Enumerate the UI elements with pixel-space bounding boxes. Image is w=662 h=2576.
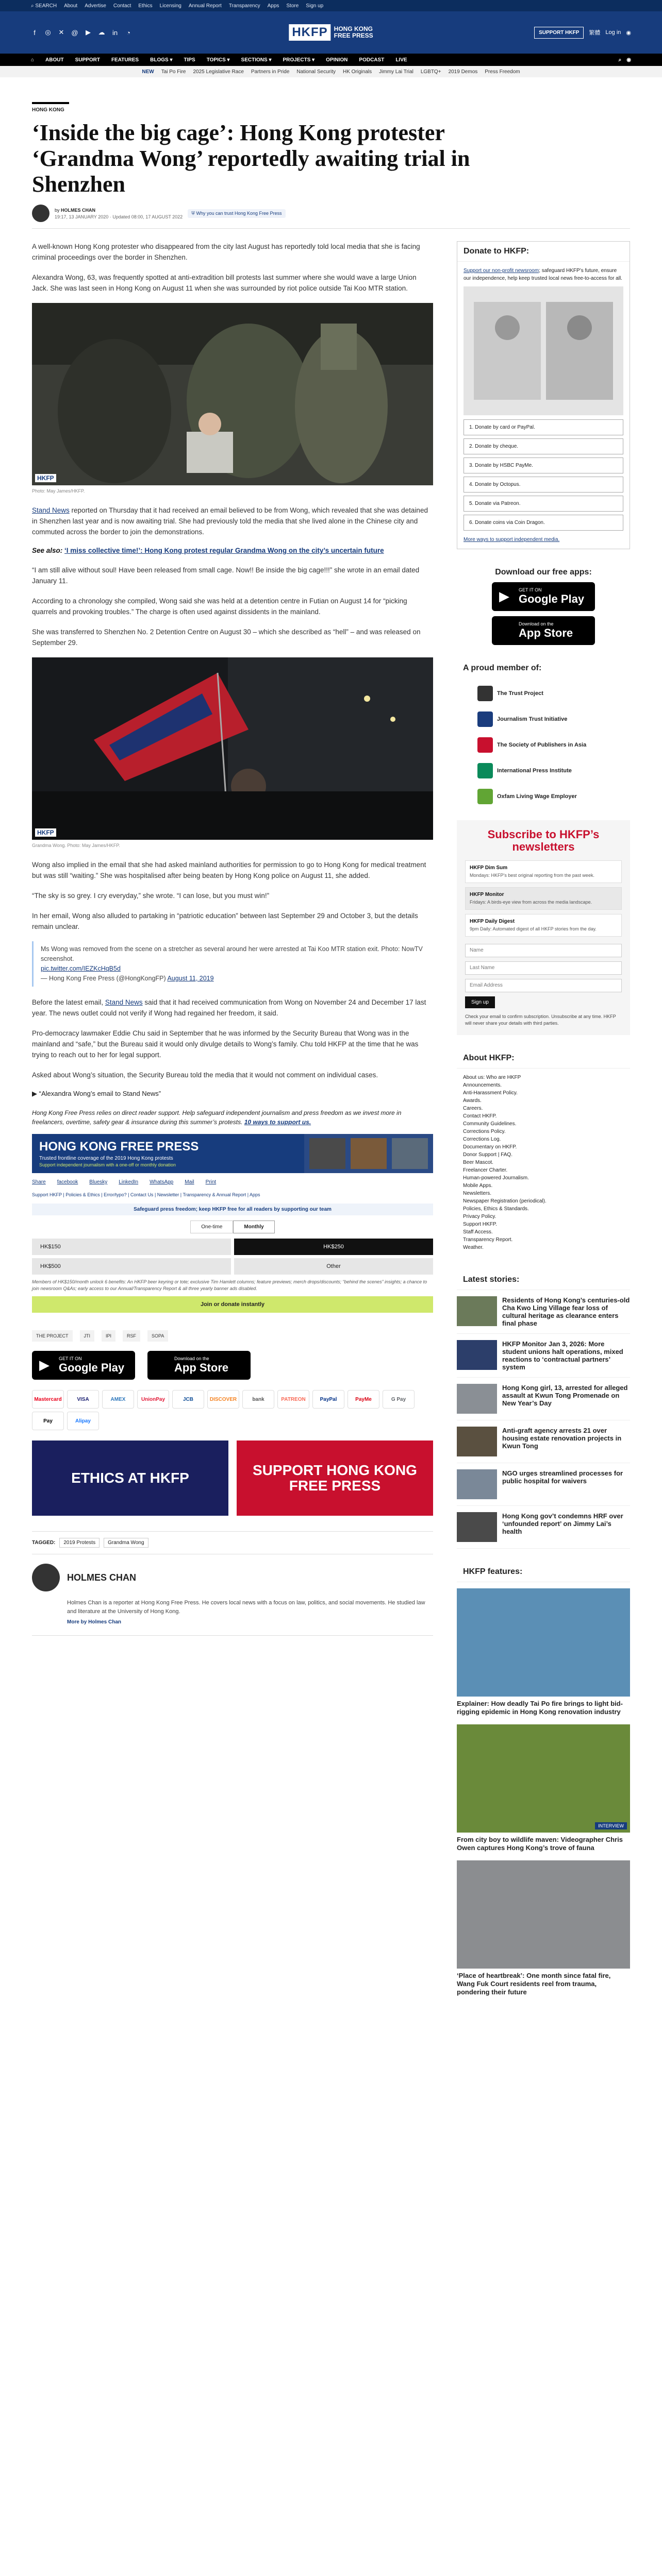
facebook-icon[interactable]: f	[34, 28, 36, 37]
instagram-icon[interactable]: ◎	[45, 28, 51, 36]
author-box	[32, 1564, 433, 1636]
search-icon: ⌕	[31, 3, 34, 9]
more-ways-link[interactable]: More ways to support independent media.	[464, 537, 560, 543]
about-link[interactable]: Contact HKFP.	[463, 1113, 497, 1119]
payment-logo: Alipay	[67, 1412, 99, 1430]
photo-illustration	[32, 303, 433, 485]
paragraph: Wong also implied in the email that she had asked mainland authorities for permission to go to Hong Kong for medical treatment but was still “waiting.” She was hospitalised after being beaten by Hong Kong police on August 11, she added.	[32, 861, 426, 879]
banner-title: HONG KONG FREE PRESS	[39, 1140, 199, 1154]
payment-logo: Mastercard	[32, 1390, 64, 1409]
main-nav	[0, 54, 662, 66]
author-avatar[interactable]	[32, 205, 49, 222]
feature-image[interactable]	[457, 1724, 630, 1833]
about-link[interactable]: Community Guidelines.	[463, 1121, 517, 1127]
topbar-link[interactable]: Advertise	[85, 3, 106, 9]
donate-option[interactable]: 6. Donate coins via Coin Dragon.	[464, 515, 623, 531]
threads-icon[interactable]: @	[71, 28, 78, 37]
payment-logo: PATREON	[277, 1390, 309, 1409]
payment-logo: AMEX	[102, 1390, 134, 1409]
nav-item[interactable]: OPINION	[326, 57, 348, 63]
search-link[interactable]: ⌕ SEARCH	[31, 3, 57, 9]
nav-home-icon[interactable]: ⌂	[31, 57, 35, 63]
tweet-pic-link[interactable]: pic.twitter.com/IEZKcHqB5d	[41, 965, 121, 972]
tags-label: TAGGED:	[32, 1540, 56, 1546]
topbar-link[interactable]: Sign up	[306, 3, 324, 9]
section-rule	[32, 102, 69, 104]
membership-logo[interactable]: Journalism Trust Initiative	[477, 709, 624, 730]
membership-logo[interactable]: International Press Institute	[477, 760, 624, 781]
about-link[interactable]: Support HKFP.	[463, 1222, 497, 1227]
trending-item[interactable]: Press Freedom	[485, 69, 520, 75]
promo-banners	[32, 1440, 433, 1516]
nav-item[interactable]: PROJECTS ▾	[283, 57, 315, 63]
apps-widget	[457, 563, 630, 645]
trending-item[interactable]: 2019 Demos	[448, 69, 478, 75]
email-disclosure-toggle[interactable]: ▶ “Alexandra Wong’s email to Stand News”	[32, 1090, 161, 1097]
newsletter-widget	[457, 820, 630, 1035]
share-facebook[interactable]: facebook	[57, 1179, 78, 1185]
about-link[interactable]: Newspaper Registration (periodical).	[463, 1198, 547, 1204]
partner-logo[interactable]: THE PROJECT	[32, 1330, 73, 1342]
bluesky-icon[interactable]: ☁	[98, 28, 105, 36]
google-play-button[interactable]: ▶ GET IT ON Google Play	[32, 1351, 135, 1380]
latest-story[interactable]: Residents of Hong Kong’s centuries-old Cha Kwo Ling Village fear loss of cultural heritage as clearance enters final phase	[457, 1296, 630, 1334]
paragraph: Pro-democracy lawmaker Eddie Chu said in September that he was informed by the Security Bureau that Wong was in the mainland and “safe,” but the Bureau said it would only divulge details to Wong’s family. Chu told HKFP at the time that he was trying to reach out to her for legal support.	[32, 1029, 419, 1059]
amount-other[interactable]: Other	[234, 1258, 433, 1275]
topbar-link[interactable]: Contact	[113, 3, 131, 9]
google-play-button[interactable]: ▶ GET IT ON Google Play	[492, 582, 595, 611]
membership-note: Members of HK$150/month unlock 6 benefits: An HKFP beer keyring or tote; exclusive Tim Hamlett columns; feature previews; merch drops/discounts; “behind the scenes” insights; a chance to join newsroom Q&As; early access to our Annual/Transparency Report & all three yearly banner ads disabled.	[32, 1279, 427, 1291]
app-store-button[interactable]: Download on the App Store	[492, 616, 595, 645]
payment-logo: VISA	[67, 1390, 99, 1409]
topbar-link[interactable]: Ethics	[138, 3, 153, 9]
about-link[interactable]: Human-powered Journalism.	[463, 1175, 529, 1181]
amount-option[interactable]: HK$150	[32, 1239, 231, 1255]
photo-caption: Grandma Wong. Photo: May James/HKFP.	[32, 843, 120, 848]
share-linkedin[interactable]: LinkedIn	[119, 1179, 139, 1185]
nav-item[interactable]: TOPICS ▾	[206, 57, 230, 63]
about-link[interactable]: Corrections Log.	[463, 1137, 501, 1142]
nav-item[interactable]: PODCAST	[359, 57, 385, 63]
sidebar	[457, 241, 630, 2010]
share-mail[interactable]: Mail	[185, 1179, 194, 1185]
latest-story[interactable]: HKFP Monitor Jan 3, 2026: More student unions halt operations, mixed reactions to ‘contractual partners’ system	[457, 1340, 630, 1378]
partner-logo[interactable]: SOPA	[147, 1330, 168, 1342]
trending-item[interactable]: Jimmy Lai Trial	[379, 69, 413, 75]
more-by-author-link[interactable]: More by Holmes Chan	[67, 1619, 122, 1625]
stand-news-link[interactable]: Stand News	[32, 506, 70, 514]
flag-photo-illustration	[32, 657, 433, 840]
about-link[interactable]: Newsletters.	[463, 1191, 492, 1196]
embedded-tweet	[32, 941, 433, 987]
payment-logo: G Pay	[383, 1390, 415, 1409]
paragraph: A well-known Hong Kong protester who disappeared from the city last August has reportedly told local media that she is facing criminal proceedings over the border in Shenzhen.	[32, 243, 420, 261]
nav-search-icon[interactable]: ⌕	[618, 57, 622, 63]
article-footer-links[interactable]: Support HKFP | Policies & Ethics | Error/typo? | Contact Us | Newsletter | Transparency & Annual Report | Apps	[32, 1192, 260, 1197]
apps-widget-title: Download our free apps:	[495, 568, 592, 577]
login-link[interactable]: Log in	[605, 29, 621, 36]
topbar-link[interactable]: Transparency	[228, 3, 260, 9]
author-box-name[interactable]: HOLMES CHAN	[67, 1572, 136, 1583]
share-bar	[32, 1179, 433, 1185]
nav-item[interactable]: FEATURES	[111, 57, 139, 63]
membership-logo[interactable]: Oxfam Living Wage Employer	[477, 786, 624, 807]
feature-image[interactable]	[457, 1860, 630, 1969]
tag-pill[interactable]: Grandma Wong	[104, 1538, 148, 1548]
payment-logo: bank	[242, 1390, 274, 1409]
join-donate-button[interactable]: Join or donate instantly	[32, 1296, 433, 1313]
about-list	[457, 1069, 630, 1257]
features-widget	[457, 1562, 630, 1996]
x-icon[interactable]: ✕	[58, 28, 64, 36]
latest-story[interactable]: NGO urges streamlined processes for public hospital for waivers	[457, 1469, 630, 1506]
tags-row	[32, 1531, 433, 1554]
about-link[interactable]: Documentary on HKFP.	[463, 1144, 517, 1150]
donate-widget-title: Donate to HKFP:	[457, 242, 630, 262]
author-avatar-large[interactable]	[32, 1564, 60, 1591]
donate-option[interactable]: 3. Donate by HSBC PayMe.	[464, 457, 623, 473]
ethics-promo[interactable]: ETHICS AT HKFP	[32, 1440, 228, 1516]
partner-logo[interactable]: IPI	[102, 1330, 115, 1342]
article-body	[32, 241, 433, 2010]
about-widget	[457, 1048, 630, 1257]
trending-item[interactable]: Tai Po Fire	[161, 69, 186, 75]
latest-title: Latest stories:	[457, 1270, 630, 1290]
topbar-link[interactable]: About	[64, 3, 78, 9]
trending-item[interactable]: 2025 Legislative Race	[193, 69, 244, 75]
app-store-button[interactable]: Download on the App Store	[147, 1351, 251, 1380]
trending-item[interactable]: HK Originals	[342, 69, 372, 75]
membership-logo[interactable]: The Society of Publishers in Asia	[477, 735, 624, 755]
donate-option[interactable]: 1. Donate by card or PayPal.	[464, 419, 623, 435]
support-us-link[interactable]: 10 ways to support us.	[244, 1118, 311, 1126]
payment-logo: JCB	[172, 1390, 204, 1409]
paragraph: She was transferred to Shenzhen No. 2 Detention Centre on August 30 – which she described as “hell” – and was released on September 29.	[32, 628, 421, 647]
partner-logo[interactable]: RSF	[123, 1330, 140, 1342]
share-whatsapp[interactable]: WhatsApp	[150, 1179, 174, 1185]
email-input[interactable]: Email Address	[465, 979, 622, 992]
nav-account-icon[interactable]: ◉	[626, 57, 631, 63]
banner-collage	[304, 1134, 433, 1173]
by-label: by	[55, 207, 60, 213]
payment-logo: PayPal	[312, 1390, 344, 1409]
google-play-icon: ▶	[39, 1357, 49, 1372]
trending-item[interactable]: Partners in Pride	[251, 69, 290, 75]
partner-logo[interactable]: JTI	[80, 1330, 95, 1342]
donate-photo	[464, 286, 623, 415]
shield-icon: ⛨	[191, 210, 195, 216]
trending-item[interactable]: LGBTQ+	[420, 69, 441, 75]
about-link[interactable]: Staff Access.	[463, 1229, 493, 1235]
stand-news-link[interactable]: Stand News	[105, 998, 143, 1006]
latest-story[interactable]: Hong Kong girl, 13, arrested for alleged assault at Kwun Tong Promenade on New Year’s Day	[457, 1384, 630, 1420]
support-button[interactable]: SUPPORT HKFP	[534, 27, 584, 39]
support-promo[interactable]: SUPPORT HONG KONG FREE PRESS	[237, 1440, 433, 1516]
trending-bar	[0, 66, 662, 77]
author-bio: Holmes Chan is a reporter at Hong Kong Free Press. He covers local news with a focus on law, politics, and social movements. He studied law and literature at the University of Hong Kong.	[67, 1600, 425, 1615]
donate-option[interactable]: 2. Donate by cheque.	[464, 438, 623, 454]
banner-subtitle-2: Support independent journalism with a one-off or monthly donation	[39, 1162, 176, 1167]
amount-option-selected[interactable]: HK$250	[234, 1239, 433, 1255]
banner-subtitle: Trusted frontline coverage of the 2019 Hong Kong protests	[39, 1156, 173, 1161]
paragraph: According to a chronology she compiled, Wong said she was held at a detention centre in Futian on August 14 for “picking quarrels and provoking troubles.” The charge is often used against dissidents in the mainland.	[32, 597, 407, 616]
interview-badge: INTERVIEW	[595, 1822, 627, 1829]
share-print[interactable]: Print	[205, 1179, 217, 1185]
features-title: HKFP features:	[457, 1562, 630, 1582]
safeguard-banner[interactable]: Safeguard press freedom; keep HKFP free for all readers by supporting our team	[32, 1204, 433, 1215]
newsletter-option[interactable]: HKFP Dim Sum Mondays: HKFP’s best original reporting from the past week.	[465, 860, 622, 883]
nav-item[interactable]: LIVE	[395, 57, 407, 63]
language-link[interactable]: 繁體	[589, 30, 601, 36]
newsletter-option[interactable]: HKFP Daily Digest 9pm Daily: Automated digest of all HKFP stories from the day.	[465, 914, 622, 937]
payment-logo: UnionPay	[137, 1390, 169, 1409]
tab-one-time[interactable]: One-time	[190, 1221, 233, 1233]
topbar-link[interactable]: Licensing	[159, 3, 181, 9]
topbar-link[interactable]: Store	[286, 3, 299, 9]
paragraph: Asked about Wong’s situation, the Security Bureau told the media that it would not comment on individual cases.	[32, 1071, 378, 1079]
support-newsroom-link[interactable]: Support our non-profit newsroom	[464, 268, 539, 274]
divider	[32, 228, 630, 229]
newsletter-note: Check your email to confirm subscription. Unsubscribe at any time. HKFP will never share your details with third parties.	[465, 1014, 616, 1026]
donation-amounts	[32, 1239, 433, 1275]
payment-methods	[32, 1390, 433, 1430]
newsletter-option[interactable]: HKFP Monitor Fridays: A birds-eye view from across the media landscape.	[465, 887, 622, 910]
site-header	[0, 11, 662, 54]
memberships-title: A proud member of:	[463, 664, 542, 672]
app-store-buttons	[32, 1351, 433, 1380]
about-link[interactable]: Mobile Apps.	[463, 1183, 493, 1189]
photo-watermark: HKFP	[35, 474, 56, 482]
tab-monthly[interactable]: Monthly	[233, 1221, 274, 1233]
paragraph: Alexandra Wong, 63, was frequently spotted at anti-extradition bill protests last summer where she would wave a large Union Jack. She was last seen in Hong Kong on August 11 when she was surrounded by riot police outside Tai Koo MTR station.	[32, 274, 417, 292]
paragraph: “The sky is so grey. I cry everyday,” she wrote. “I can lose, but you must win!”	[32, 892, 270, 900]
feature-headline[interactable]: ‘Place of heartbreak’: One month since fatal fire, Wang Fuk Court residents reel from trauma, pondering their future	[457, 1972, 611, 1996]
nav-item[interactable]: SUPPORT	[75, 57, 100, 63]
topbar-link[interactable]: Apps	[267, 3, 279, 9]
paragraph: Stand News reported on Thursday that it had received an email believed to be from Wong, which revealed that she was detained in Shenzhen last year and is now awaiting trial. She had previously told the media that she lived alone in the Chinese city and commuted across the border to join the demonstrations.	[32, 506, 428, 536]
about-link[interactable]: Transparency Report.	[463, 1237, 513, 1243]
payment-logo: PayMe	[347, 1390, 379, 1409]
latest-story[interactable]: Hong Kong gov’t condemns HRF over ‘unfounded report’ on Jimmy Lai’s health	[457, 1512, 630, 1549]
donate-option[interactable]: 5. Donate via Patreon.	[464, 496, 623, 512]
tweet-date-link[interactable]: August 11, 2019	[167, 975, 214, 982]
about-link[interactable]: Beer Mascot.	[463, 1160, 493, 1165]
nav-item[interactable]: ABOUT	[45, 57, 64, 63]
photo-watermark: HKFP	[35, 828, 56, 837]
paragraph: “I am still alive without soul! Have been released from small cage. Now!! Be inside the big cage!!!” she wrote in an email dated January 11.	[32, 566, 420, 585]
share-bluesky[interactable]: Bluesky	[89, 1179, 108, 1185]
topbar-link[interactable]: Annual Report	[188, 3, 222, 9]
see-also[interactable]: See also: ‘I miss collective time!’: Hong Kong protest regular Grandma Wong on the city’s uncertain future	[32, 547, 384, 554]
payment-logo: DISCOVER	[207, 1390, 239, 1409]
support-appeal: Hong Kong Free Press relies on direct reader support. Help safeguard independent journalism and press freedom as we invest more in freelancers, overtime, safety gear & insurance during this summer’s protests. 10 ways to support us.	[32, 1109, 402, 1126]
byline: by HOLMES CHAN 19:17, 13 JANUARY 2020 · Updated 08:00, 17 AUGUST 2022 ⛨ Why you can trust Hong Kong Free Press	[32, 205, 630, 222]
photo-caption: Photo: May James/HKFP.	[32, 488, 85, 494]
tag-pill[interactable]: 2019 Protests	[59, 1538, 100, 1548]
logo-text: HONG KONG FREE PRESS	[334, 25, 373, 39]
linkedin-icon[interactable]: in	[112, 28, 118, 37]
feature-headline[interactable]: From city boy to wildlife maven: Videographer Chris Owen captures Hong Kong’s trove of fauna	[457, 1836, 623, 1852]
about-link[interactable]: Policies, Ethics & Standards.	[463, 1206, 529, 1212]
about-link[interactable]: Awards.	[463, 1098, 482, 1104]
membership-logo[interactable]: The Trust Project	[477, 683, 624, 704]
grandma-wong-photo[interactable]	[32, 657, 433, 840]
tweet-author: — Hong Kong Free Press (@HongKongFP)	[41, 975, 166, 982]
feature-image[interactable]	[457, 1588, 630, 1697]
hkfp-banner[interactable]	[32, 1134, 433, 1173]
about-title: About HKFP:	[457, 1048, 630, 1069]
site-logo[interactable]	[289, 24, 373, 41]
google-play-icon: ▶	[499, 588, 509, 604]
nav-item[interactable]: SECTIONS ▾	[241, 57, 272, 63]
youtube-icon[interactable]: ▶	[86, 28, 91, 36]
latest-stories-widget	[457, 1270, 630, 1549]
updated-date: Updated 08:00, 17 AUGUST 2022	[112, 214, 183, 219]
memberships-widget	[457, 658, 630, 807]
trending-item[interactable]: National Security	[296, 69, 336, 75]
paragraph: Before the latest email, Stand News said that it had received communication from Wong on November 24 and December 17 last year. The news outlet could not verify if Wong had regained her freedom, it said.	[32, 998, 426, 1017]
trust-link[interactable]: ⛨ Why you can trust Hong Kong Free Press	[188, 209, 285, 218]
rss-icon[interactable]: ◔	[126, 28, 130, 37]
payment-logo: Pay	[32, 1412, 64, 1430]
signup-button[interactable]: Sign up	[465, 996, 495, 1008]
latest-story[interactable]: Anti-graft agency arrests 21 over housing estate renovation projects in Kwun Tong	[457, 1427, 630, 1463]
about-link[interactable]: About us: Who are HKFP	[463, 1075, 521, 1080]
utility-bar	[0, 0, 662, 11]
donation-frequency-tabs	[32, 1221, 433, 1233]
partner-logos	[32, 1330, 433, 1342]
last-name-input[interactable]: Last Name	[465, 961, 622, 975]
section-label[interactable]: HONG KONG	[32, 107, 64, 113]
protest-photo[interactable]	[32, 303, 433, 485]
logo-mark: HKFP	[289, 24, 330, 41]
account-icon[interactable]: ◉	[626, 29, 631, 36]
feature-headline[interactable]: Explainer: How deadly Tai Po fire brings to light bid-rigging epidemic in Hong Kong renovation industry	[457, 1700, 623, 1716]
donate-option[interactable]: 4. Donate by Octopus.	[464, 477, 623, 493]
tweet-text: Ms Wong was removed from the scene on a stretcher as several around her were arrested at Tai Koo MTR station exit. Photo: NowTV screenshot.	[41, 945, 423, 962]
author-name[interactable]: HOLMES CHAN	[61, 207, 96, 213]
nav-item[interactable]: TIPS	[184, 57, 195, 63]
first-name-input[interactable]: Name	[465, 944, 622, 957]
about-link[interactable]: Donor Support | FAQ.	[463, 1152, 512, 1158]
about-link[interactable]: Anti-Harassment Policy.	[463, 1090, 518, 1096]
paragraph: In her email, Wong also alluded to partaking in “patriotic education” between last September 29 and October 3, but the details remain unclear.	[32, 912, 418, 930]
about-link[interactable]: Corrections Policy.	[463, 1129, 506, 1134]
about-link[interactable]: Careers.	[463, 1106, 483, 1111]
social-icons	[31, 29, 132, 36]
article-title: ‘Inside the big cage’: Hong Kong protester ‘Grandma Wong’ reportedly awaiting trial in Shenzhen	[32, 120, 470, 197]
amount-option[interactable]: HK$500	[32, 1258, 231, 1275]
donate-widget: Donate to HKFP: Support our non-profit newsroom; safeguard HKFP’s future, ensure our independence, help keep trusted local news free-to-access for all. 1. Donate by card or PayPal. 2. Donate by cheque. 3. Donate by HSBC PayMe. 4. Donate by Octopus. 5. Donate via Patreon. 6. Donate coins via Coin Dragon. More ways to support independent media.	[457, 241, 630, 549]
publish-date: 19:17, 13 JANUARY 2020	[55, 214, 109, 219]
newsletter-title: Subscribe to HKFP’s newsletters	[487, 828, 600, 853]
about-link[interactable]: Weather.	[463, 1245, 484, 1250]
share-link[interactable]: Share	[32, 1179, 46, 1185]
trending-new-label: NEW	[142, 69, 154, 75]
nav-item[interactable]: BLOGS ▾	[150, 57, 173, 63]
about-link[interactable]: Announcements.	[463, 1082, 502, 1088]
about-link[interactable]: Freelancer Charter.	[463, 1167, 508, 1173]
about-link[interactable]: Privacy Policy.	[463, 1214, 496, 1219]
